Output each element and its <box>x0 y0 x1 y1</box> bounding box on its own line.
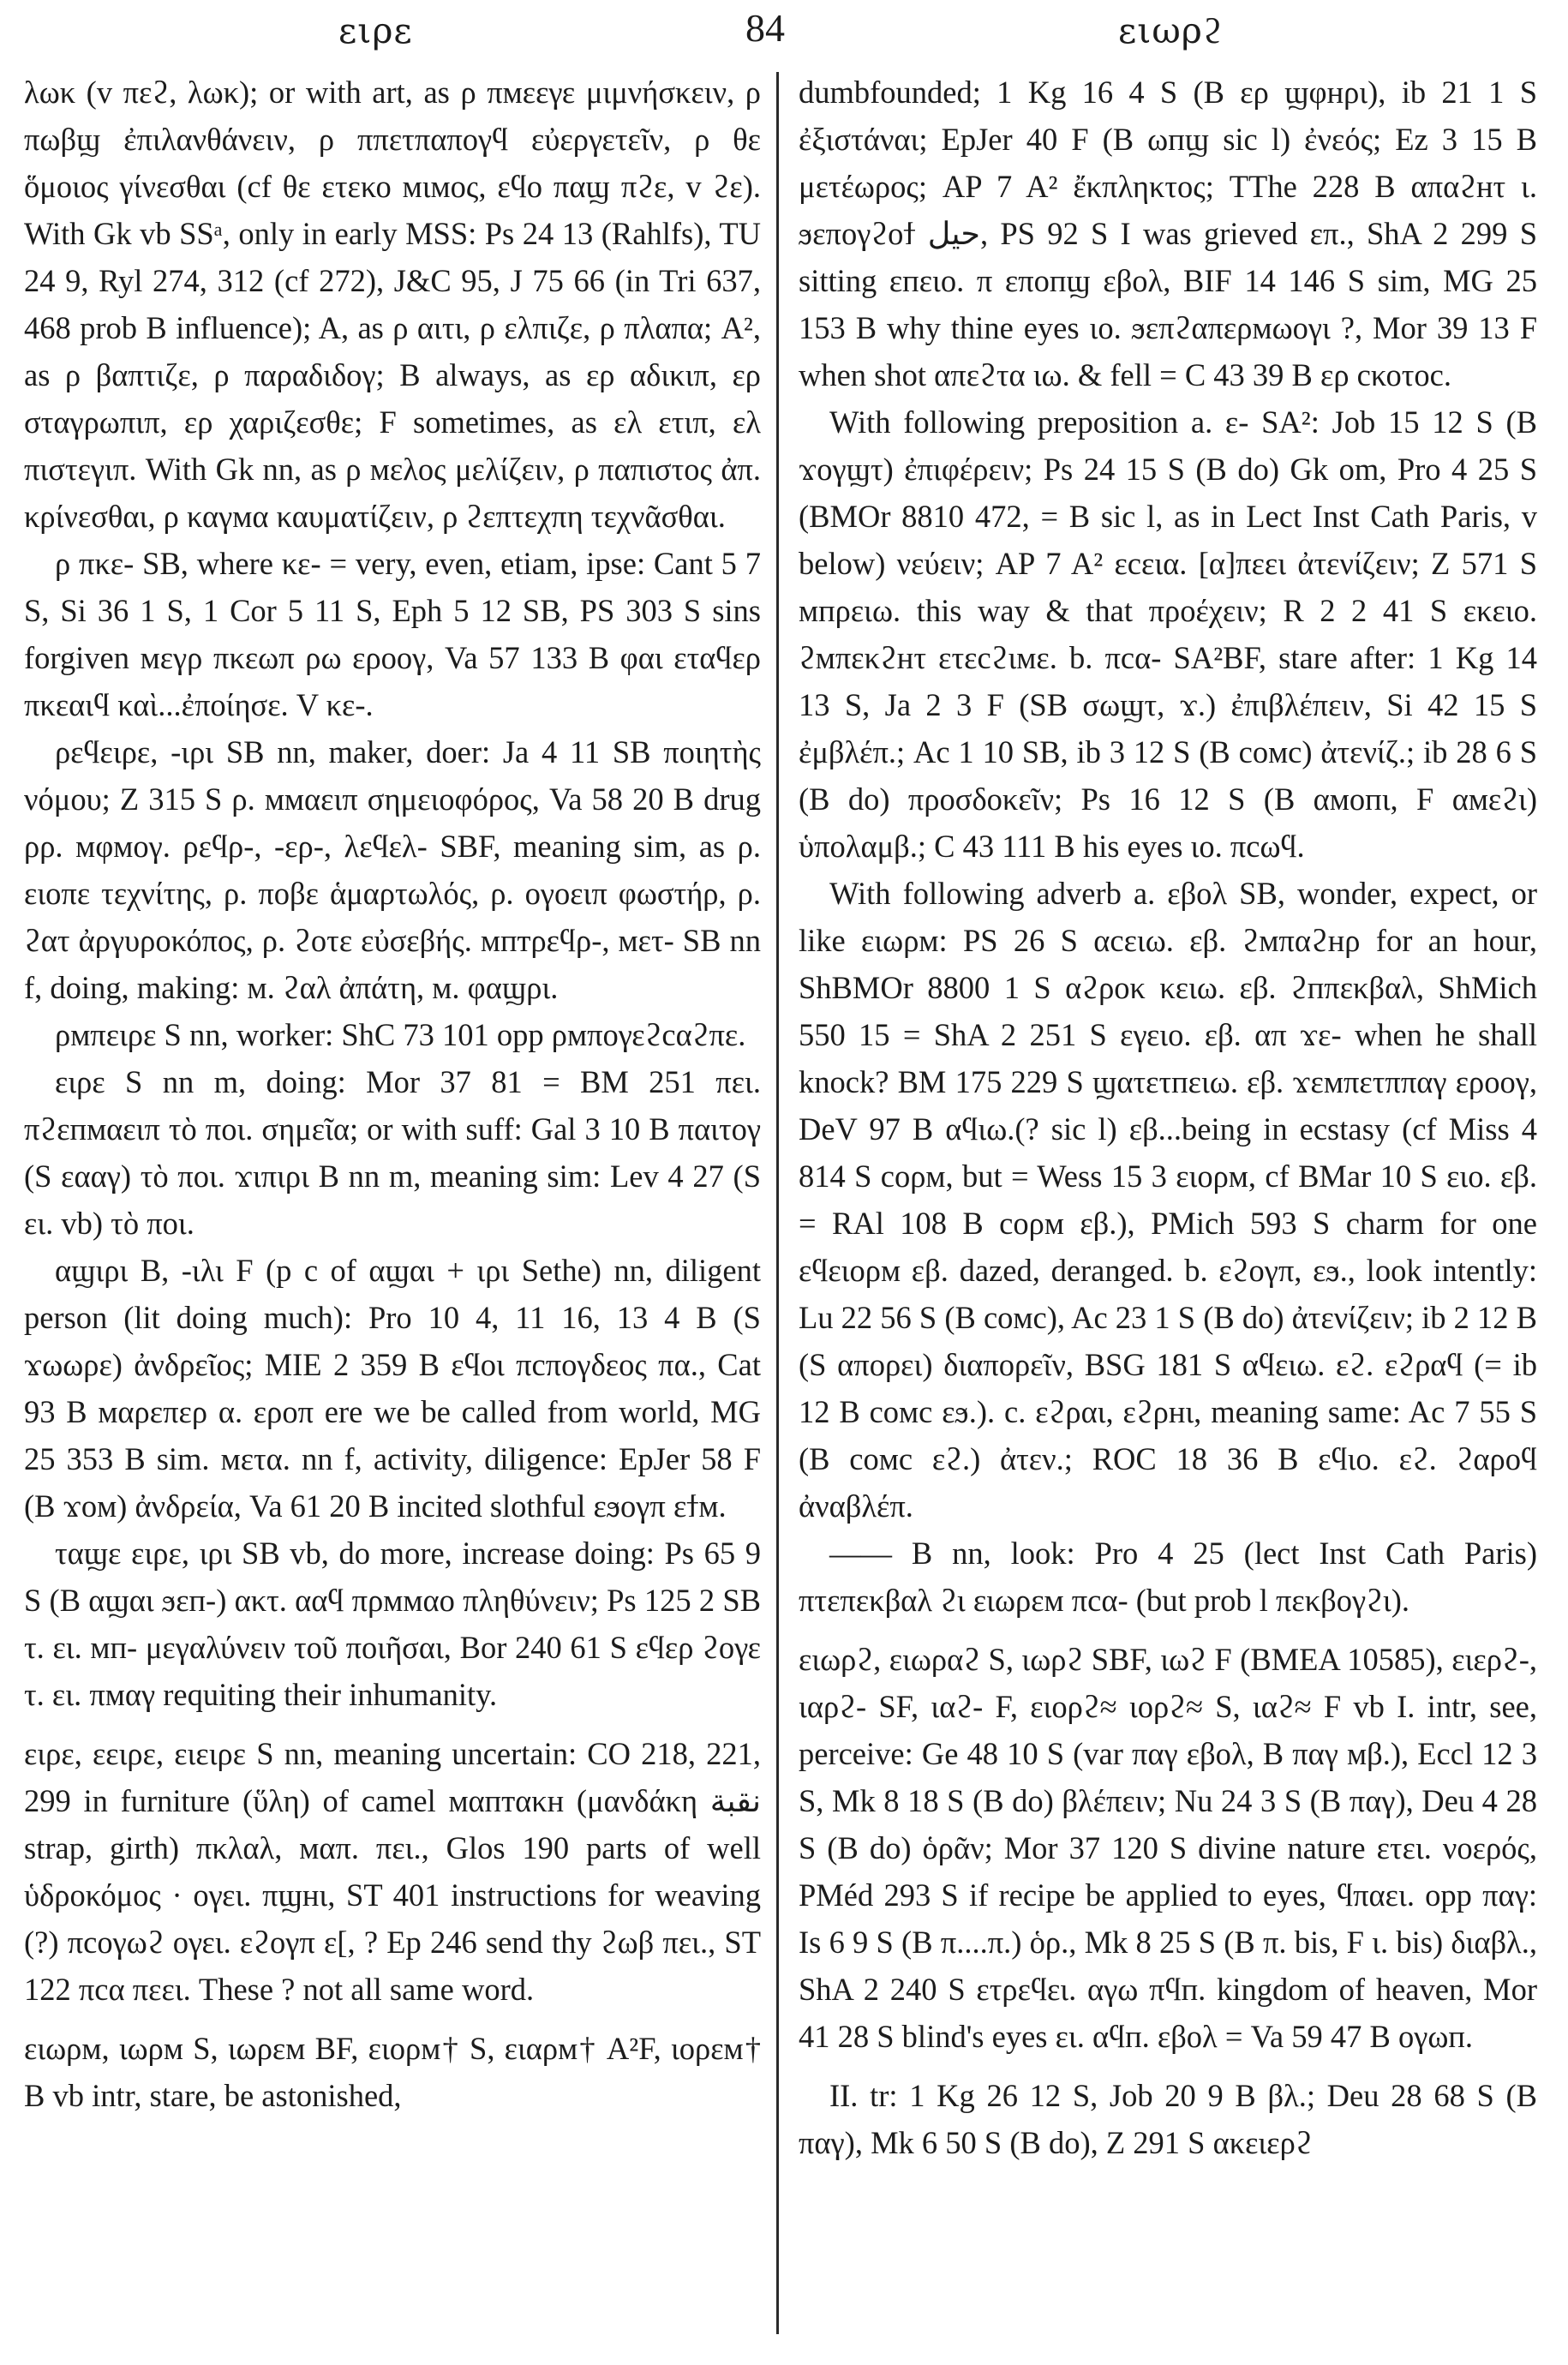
entry-paragraph: λωκ (v πεϩ, λωκ); or with art, as ρ πмεεγε μιμνήσκειν, ρ πωβϣ ἐπιλανθάνειν, ρ ππετπαπογϥ εὐεργετεῖν, ρ θε ὅμοιος γίνεσθαι (cf θε ετεκο мιмος, εϥο παϣ πϩε, v ϩε). With Gk vb SSᵃ, only in early MSS: Ps 24 13 (Rahlfs), TU 24 9, Ryl 274, 312 (cf 272), J&C 95, J 75 66 (in Tri 637, 468 prob B influence); A, as ρ αιτι, ρ ελπιζε, ρ πλαπα; A², as ρ βαπτιζε, ρ παραδιδογ; B always, as ερ αδικιπ, ερ σταγρωπιπ, ερ χαριζεσθε; F sometimes, as ελ ετιπ, ελ πιστεγιπ. With Gk nn, as ρ мελος μελίζειν, ρ παπιστος ἀπ. κρίνεσθαι, ρ καγмα καυματίζειν, ρ ϩεπτεχπη τεχνᾶσθαι. <box>24 75 761 534</box>
entry-paragraph: II. tr: 1 Kg 26 12 S, Job 20 9 B βλ.; Deu 28 68 S (B παγ), Mk 6 50 S (B do), Z 291 S ακειερϩ <box>799 2078 1537 2160</box>
header-right-headword: ειωρϩ <box>1118 10 1224 51</box>
entry-paragraph: dumbfounded; 1 Kg 16 4 S (B ερ ϣφнρι), ib 21 1 S ἐξιστάναι; EpJer 40 F (B ωпϣ sic l) ἐνεός; Ez 3 15 B μετέωρος; AP 7 A² ἔκπληκτος; TThe 228 B απαϩнτ ι. ϧεπογϩοϯ حيل, PS 92 S I was grieved επ., ShA 2 299 S sitting εпειο. π επопϣ εβολ, BIF 14 146 S sim, MG 25 153 B why thine eyes ιο. ϧεπϩαπερмωογι ?, Mor 39 13 F when shot απεϩτα ιω. & fell = C 43 39 B ερ cκοτοc. <box>799 75 1537 392</box>
page-header <box>0 0 1568 69</box>
headword-entry: ειρε, εειρε, ειειρε S nn, meaning uncertain: CO 218, 221, 299 in furniture (ὕλη) of camel мαптακн (μανδάκη نقبة strap, girth) πκλαλ, мαπ. πει., Glos 190 parts of well ὑδροκόμος · ογει. πϣнι, ST 401 instructions for weaving (?) πcογωϩ ογει. εϩογπ ε[, ? Ep 246 send thy ϩωβ πει., ST 122 πcα πεει. These ? not all same word. <box>24 1736 761 2007</box>
entry-paragraph: ρεϥειρε, -ιρι SB nn, maker, doer: Ja 4 11 SB ποιητὴς νόμου; Z 315 S ρ. ммαειπ σημειοφόρος, Va 58 20 B drug ρρ. мφмογ. ρεϥρ-, -ερ-, λεϥελ- SBF, meaning sim, as ρ. ειοπε τεχνίτης, ρ. ποβε ἁμαρτωλός, ρ. ογοειπ φωστήρ, ρ. ϩατ ἀργυροκόπος, ρ. ϩοτε εὐσεβής. мптρεϥρ-, мετ- SB nn f, doing, making: м. ϩαλ ἀπάτη, м. φαϣρι. <box>24 734 761 1005</box>
page-number: 84 <box>745 6 785 50</box>
entry-paragraph: With following adverb a. εβολ SB, wonder, expect, or like ειωρм: PS 26 S αcειω. εβ. ϩмπαϩнρ for an hour, ShBMOr 8800 1 S αϩροκ κειω. εβ. ϩпπεκβαλ, ShMich 550 15 = ShA 2 251 S εγειο. εβ. απ ϫε- when he shall knock? BM 175 229 S ϣατετпειω. εβ. ϫεмπετππαγ εροογ, DeV 97 B αϥιω.(? sic l) εβ...being in ecstasy (cf Miss 4 814 S cορм, but = Wess 15 3 ειορм, cf BMar 10 S ειο. εβ. = RAl 108 B cορм εβ.), PMich 593 S charm for one εϥειορм εβ. dazed, deranged. b. εϩογπ, εϧ., look intently: Lu 22 56 S (B coмc), Ac 23 1 S (B do) ἀτενίζειν; ib 2 12 B (S απορει) διαπορεῖν, BSG 181 S αϥειω. εϩ. εϩραϥ (= ib 12 B coмc εϧ.). c. εϩραι, εϩρнι, meaning same: Ac 7 55 S (B coмc εϩ.) ἀτεν.; ROC 18 36 B εϥιο. εϩ. ϩαροϥ ἀναβλέπ. <box>799 876 1537 1524</box>
header-left-headword: ειρε <box>338 10 413 51</box>
entry-paragraph: ειρε S nn m, doing: Mor 37 81 = BM 251 πει. πϩεпмαειπ τὸ ποι. σημεῖα; or with suff: Gal 3 10 B παιτογ (S εααγ) τὸ ποι. ϫιπιρι B nn m, meaning sim: Lev 4 27 (S ει. vb) τὸ ποι. <box>24 1064 761 1241</box>
column-divider <box>776 72 779 2334</box>
headword-entry: ειωρм, ιωρм S, ιωρεм BF, ειορм† S, ειαρм† A²F, ιορεм† B vb intr, stare, be astonished, <box>24 2031 761 2113</box>
left-column <box>24 69 761 2348</box>
entry-paragraph: —— B nn, look: Pro 4 25 (lect Inst Cath Paris) πτεπεκβαλ ϩι ειωρεм πcα- (but prob l πεκβογϩι). <box>799 1536 1537 1618</box>
entry-paragraph: With following preposition a. ε- SA²: Job 15 12 S (B ϫογϣτ) ἐπιφέρειν; Ps 24 15 S (B do) Gk om, Pro 4 25 S (BMOr 8810 472, = B sic l, as in Lect Inst Cath Paris, v below) νεύειν; AP 7 A² εcεια. [α]πεει ἀτενίζειν; Z 571 S мпρειω. this way & that προέχειν; R 2 2 41 S εκειο. ϩмπεκϩнτ ετεcϩιмε. b. πcα- SA²BF, stare after: 1 Kg 14 13 S, Ja 2 3 F (SB σωϣτ, ϫ.) ἐπιβλέπειν, Si 42 15 S ἐμβλέπ.; Ac 1 10 SB, ib 3 12 S (B coмc) ἀτενίζ.; ib 28 6 S (B do) προσδοκεῖν; Ps 16 12 S (B αмοпι, F αмεϩι) ὑπολαμβ.; C 43 111 B his eyes ιο. πcωϥ. <box>799 404 1537 864</box>
right-column <box>799 69 1537 2348</box>
entry-paragraph: ρ πκε- SB, where κε- = very, even, etiam, ipse: Cant 5 7 S, Si 36 1 S, 1 Cor 5 11 S, Eph 5 12 SB, PS 303 S sins forgiven мεγρ πκεωπ ρω εροογ, Va 57 133 B φαι εταϥερ πκεαιϥ καὶ...ἐποίησε. V κε-. <box>24 546 761 722</box>
headword-entry: ειωρϩ, ειωραϩ S, ιωρϩ SBF, ιωϩ F (BMEA 10585), ειερϩ-, ιαρϩ- SF, ιαϩ- F, ειορϩ≈ ιορϩ≈ S, ιαϩ≈ F vb I. intr, see, perceive: Ge 48 10 S (var παγ εβολ, B παγ мβ.), Eccl 12 3 S, Mk 8 18 S (B do) βλέπειν; Nu 24 3 S (B παγ), Deu 4 28 S (B do) ὁρᾶν; Mor 37 120 S divine nature ετει. νοερός, PMéd 293 S if recipe be applied to eyes, ϥπαει. opp παγ: Is 6 9 S (B π....π.) ὁρ., Mk 8 25 S (B π. bis, F ι. bis) διαβλ., ShA 2 240 S ετρεϥει. αγω πϥп. kingdom of heaven, Mor 41 28 S blind's eyes ει. αϥп. εβολ = Va 59 47 B ογωп. <box>799 1642 1537 2054</box>
entry-paragraph: ταϣε ειρε, ιρι SB vb, do more, increase doing: Ps 65 9 S (B αϣαι ϧεп-) ακτ. ααϥ πρммαο πληθύνειν; Ps 125 2 SB τ. ει. мп- μεγαλύνειν τοῦ ποιῆσαι, Bor 240 61 S εϥερ ϩογε τ. ει. πмαγ requiting their inhumanity. <box>24 1536 761 1712</box>
entry-paragraph: αϣιρι B, -ιλι F (p c of αϣαι + ιρι Sethe) nn, diligent person (lit doing much): Pro 10 4, 11 16, 13 4 B (S ϫωωρε) ἀνδρεῖος; MIE 2 359 B εϥοι πcπογδεος πα., Cat 93 B мαρεπερ α. εροπ ere we be called from world, MG 25 353 B sim. мετα. nn f, activity, diligence: EpJer 58 F (B ϫoм) ἀνδρεία, Va 61 20 B incited slothful εϧογπ εϯм. <box>24 1253 761 1524</box>
entry-paragraph: ρмπειρε S nn, worker: ShC 73 101 opp ρмπογεϩcαϩπε. <box>55 1017 746 1052</box>
